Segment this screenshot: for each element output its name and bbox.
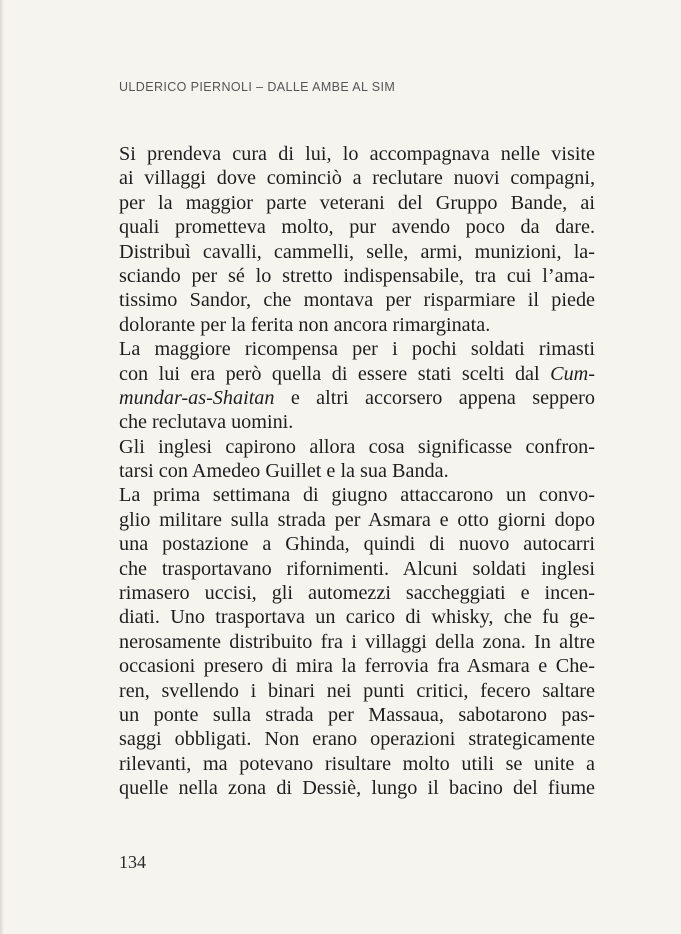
text-line: che trasportavano rifornimenti. Alcuni soldati inglesi: [119, 557, 595, 580]
text-line: che reclutava uomini.: [119, 411, 294, 434]
text-line: un ponte sulla strada per Massaua, sabotarono pas-: [119, 703, 595, 726]
text-line: diati. Uno trasportava un carico di whisky, che fu ge-: [119, 606, 595, 629]
text-line: nerosamente distribuito fra i villaggi della zona. In altre: [119, 630, 595, 653]
italic-term: Cum-: [550, 362, 595, 385]
text-line: [119, 386, 595, 410]
text-line: dolorante per la ferita non ancora rimarginata.: [119, 313, 491, 336]
text-line: La maggiore ricompensa per i pochi soldati rimasti: [119, 338, 595, 361]
text-line: La prima settimana di giugno attaccarono un convo-: [119, 484, 595, 507]
running-head: ULDERICO PIERNOLI – DALLE AMBE AL SIM: [119, 80, 396, 94]
text-line: occasioni presero di mira la ferrovia fra Asmara e Che-: [119, 655, 595, 678]
text-line: quali prometteva molto, pur avendo poco da dare.: [119, 216, 595, 239]
italic-term: mundar-as-Shaitan: [119, 386, 275, 409]
text-line: rilevanti, ma potevano risultare molto utili se unite a: [119, 752, 595, 775]
text-line: [119, 362, 595, 386]
page-gutter-shadow: [0, 0, 4, 934]
text-line: ren, svellendo i binari nei punti critici, fecero saltare: [119, 679, 595, 702]
text-segment: con lui era però quella di essere stati scelti dal: [119, 362, 551, 385]
text-line: Si prendeva cura di lui, lo accompagnava nelle visite: [119, 143, 595, 165]
text-line: glio militare sulla strada per Asmara e otto giorni dopo: [119, 508, 595, 531]
text-line: Gli inglesi capirono allora cosa significasse confron-: [119, 435, 595, 458]
body-text: [119, 142, 595, 801]
text-line: tissimo Sandor, che montava per risparmiare il piede: [119, 289, 595, 312]
text-line: una postazione a Ghinda, quindi di nuovo autocarri: [119, 533, 595, 556]
page-number: 134: [119, 852, 146, 872]
text-line: per la maggior parte veterani del Gruppo Bande, ai: [119, 191, 595, 214]
text-line: saggi obbligati. Non erano operazioni strategicamente: [119, 728, 595, 751]
text-line: quelle nella zona di Dessiè, lungo il bacino del fiume: [119, 777, 595, 800]
text-line: ai villaggi dove cominciò a reclutare nuovi compagni,: [119, 167, 595, 190]
text-segment: e altri accorsero appena seppero: [274, 386, 595, 409]
text-line: Distribuì cavalli, cammelli, selle, armi, munizioni, la-: [119, 240, 595, 263]
text-line: tarsi con Amedeo Guillet e la sua Banda.: [119, 460, 449, 483]
text-line: rimasero uccisi, gli automezzi saccheggiati e incen-: [119, 582, 595, 605]
text-line: sciando per sé lo stretto indispensabile, tra cui l’ama-: [119, 264, 595, 287]
